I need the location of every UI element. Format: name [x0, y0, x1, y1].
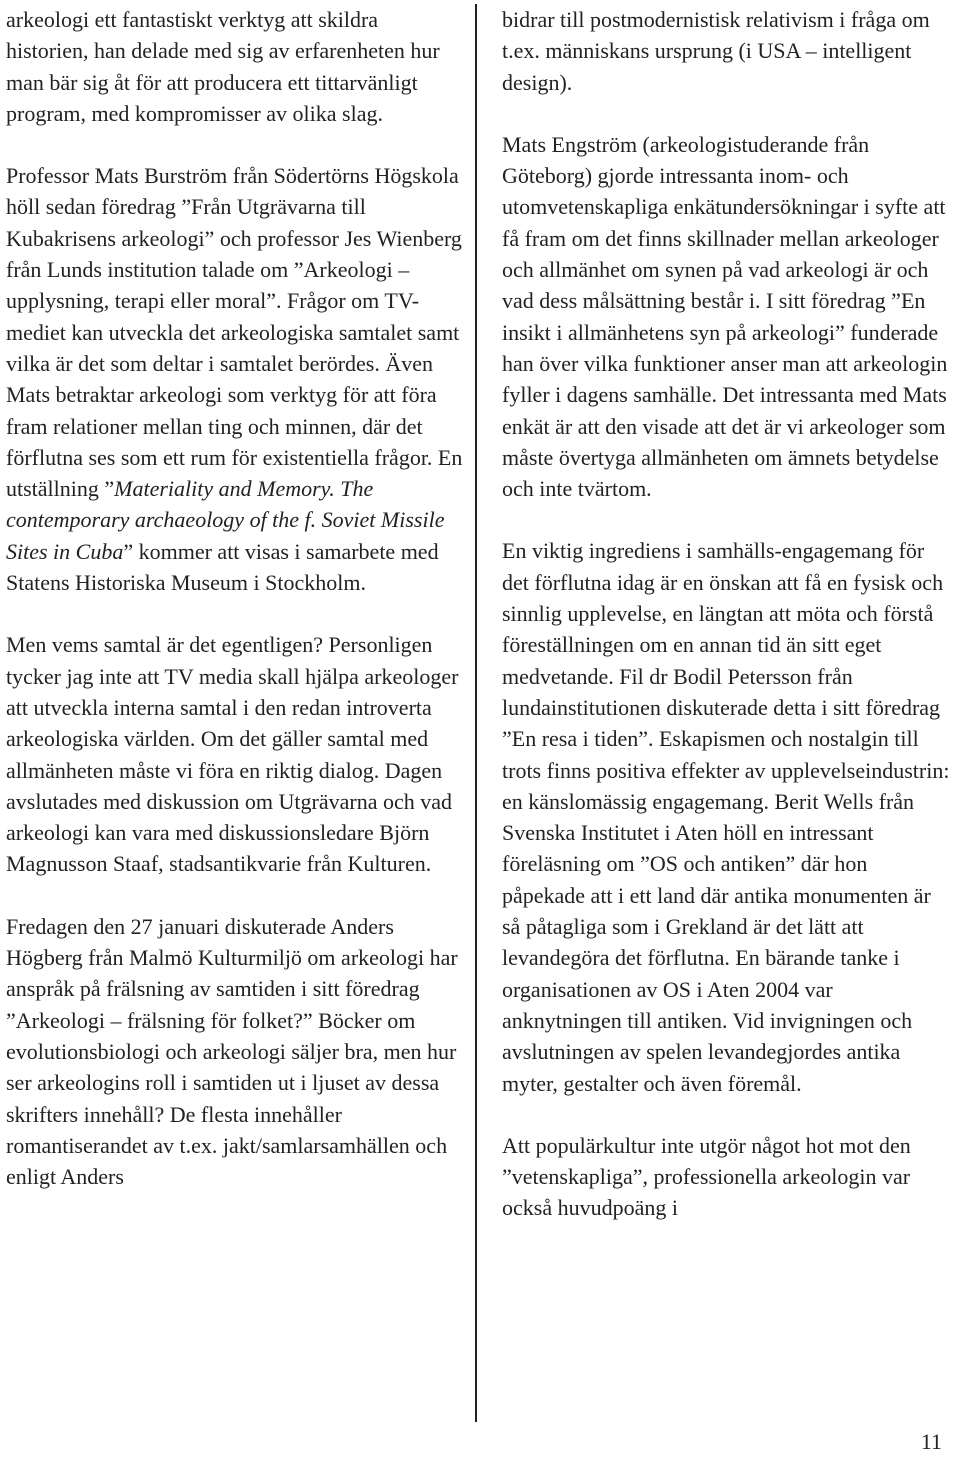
right-paragraph-2: Mats Engström (arkeologistuderande från Göteborg) gjorde intressanta inom- och utomvetenskapliga enkätundersökningar i syfte att få fram om det finns skillnader mellan arkeologer och allmänhet om synen på vad arkeologi är och vad dess målsättning består i. I sitt föredrag ”En insikt i allmänhetens syn på arkeologi” funderade han över vilka funktioner anser man att arkeologin fyller i dagens samhälle. Det intressanta med Mats enkät är att den visade att det är vi arkeologer som måste övertyga allmänheten om ämnets betydelse och inte tvärtom. — [502, 131, 948, 502]
left-column — [6, 4, 464, 1223]
left-paragraph-2 — [6, 160, 464, 598]
left-paragraph-4: Fredagen den 27 januari diskuterade Anders Högberg från Malmö Kulturmiljö om arkeologi har anspråk på frälsning av samtiden i sitt föredrag ”Arkeologi – frälsning för folket?” Böcker om evolutionsbiologi och arkeologi säljer bra, men hur ser arkeologins roll i samtiden ut i ljuset av dessa skrifters innehåll? De flesta innehåller romantiserandet av t.ex. jakt/samlarsamhällen och enligt Anders — [6, 913, 458, 1190]
column-divider — [475, 4, 477, 1422]
right-paragraph-3: En viktig ingrediens i samhälls-engagemang för det förflutna idag är en önskan att få en fysisk och sinnlig upplevelse, en längtan att möta och förstå föreställningen om en annan tid än sitt eget medvetande. Fil dr Bodil Petersson från lundainstitutionen diskuterade detta i sitt föredrag ”En resa i tiden”. Eskapismen och nostalgin till trots finns positiva effekter av upplevelseindustrin: en känslomässig engagemang. Berit Wells från Svenska Institutet i Aten höll en intressant föreläsning om ”OS och antiken” där hon påpekade att i ett land där antika monumenten är så påtagliga som i Grekland är det lätt att levandegöra det förflutna. En bärande tanke i organisationen av OS i Aten 2004 var anknytningen till antiken. Vid invigningen och avslutningen av spelen levandegjordes antika myter, gestalter och även föremål. — [502, 538, 950, 1096]
page-number: 11 — [920, 1429, 942, 1454]
right-paragraph-4: Att populärkultur inte utgör något hot mot den ”vetenskapliga”, professionella arkeologin var också huvudpoäng i — [502, 1132, 911, 1221]
left-paragraph-3: Men vems samtal är det egentligen? Personligen tycker jag inte att TV media skall hjälpa arkeologer att utveckla interna samtal i den redan introverta arkeologiska världen. Om det gäller samtal med allmänheten måste vi föra en riktig dialog. Dagen avslutades med diskussion om Utgrävarna och vad arkeologi kan vara med diskussionsledare Björn Magnusson Staaf, stadsantikvarie från Kulturen. — [6, 632, 459, 877]
right-paragraph-1: bidrar till postmodernistisk relativism i fråga om t.ex. människans ursprung (i USA – intelligent design). — [502, 7, 930, 95]
left-paragraph-2-text-a: Professor Mats Burström från Södertörns Högskola höll sedan föredrag ”Från Utgrävarna till Kubakrisens arkeologi” och professor Jes Wienberg från Lunds institution talade om ”Arkeologi – upplysning, terapi eller moral”. Frågor om TV-mediet kan utveckla det arkeologiska samtalet samt vilka är det som deltar i samtalet berördes. Även Mats betraktar arkeologi som verktyg för att föra fram relationer mellan ting och minnen, där det förflutna ses som ett rum för existentiella frågor. En utställning ” — [6, 163, 463, 502]
left-paragraph-1: arkeologi ett fantastiskt verktyg att skildra historien, han delade med sig av erfarenheten hur man bär sig åt för att producera ett tittarvänligt program, med kompromisser av olika slag. — [6, 7, 440, 126]
right-column — [502, 4, 954, 1255]
exhibition-title: Materiality and Memory. The contemporary archaeology of the f. Soviet Missile Sites in Cuba — [6, 476, 445, 564]
left-paragraph-2-text-b: ” kommer att visas i samarbete med Statens Historiska Museum i Stockholm. — [6, 538, 439, 596]
